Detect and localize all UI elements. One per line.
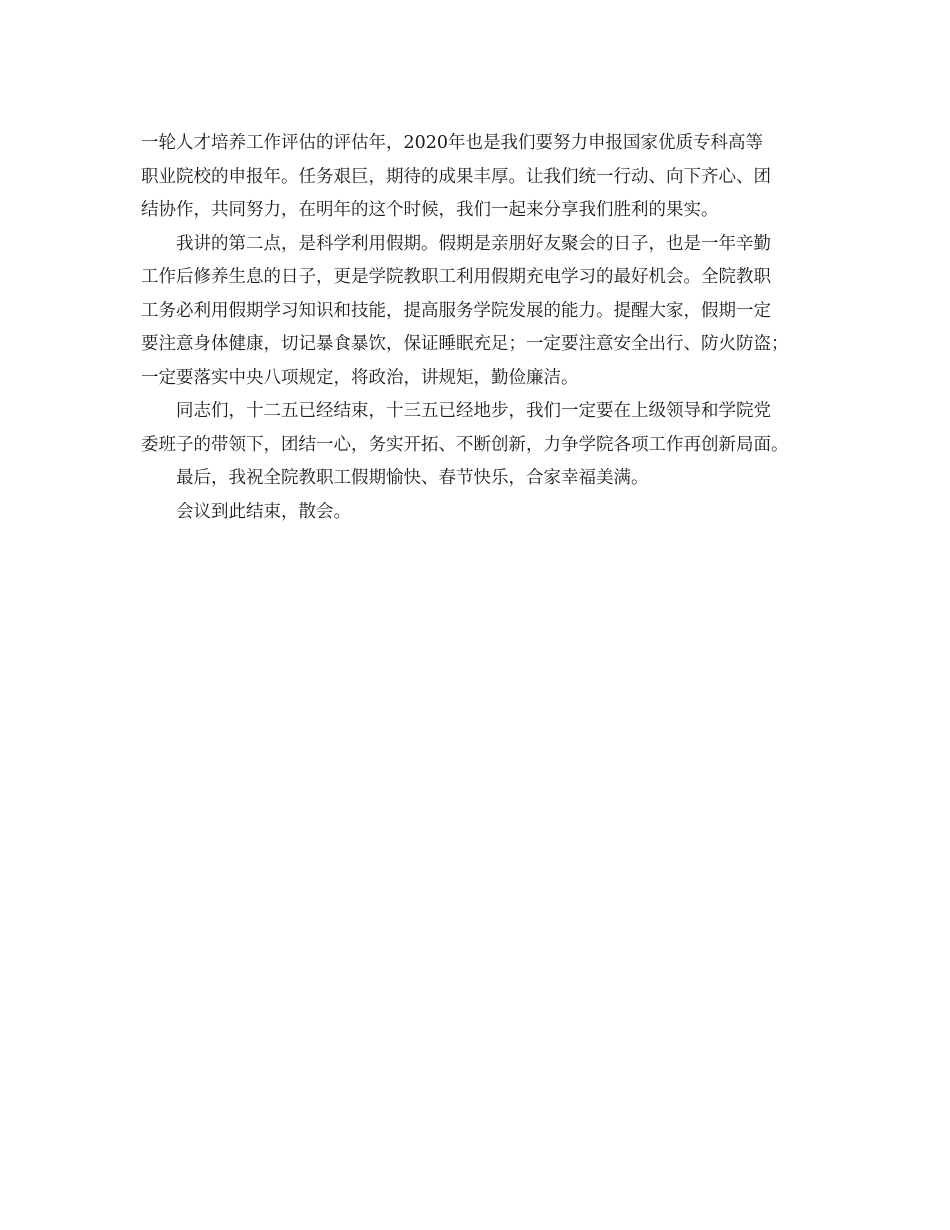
text-line: 工务必利用假期学习知识和技能，提高服务学院发展的能力。提醒大家，假期一定 [141, 300, 771, 321]
text-line: 委班子的带领下，团结一心，务实开拓、不断创新，力争学院各项工作再创新局面。 [141, 434, 789, 455]
paragraph-first-line: 会议到此结束，散会。 [176, 501, 351, 522]
text-line: 职业院校的申报年。任务艰巨，期待的成果丰厚。让我们统一行动、向下齐心、团 [141, 166, 771, 187]
text-line: 结协作，共同努力，在明年的这个时候，我们一起来分享我们胜利的果实。 [141, 200, 719, 220]
paragraph-first-line: 最后，我祝全院教职工假期愉快、春节快乐，合家幸福美满。 [176, 468, 649, 488]
text-line: 要注意身体健康，切记暴食暴饮，保证睡眠充足；一定要注意安全出行、防火防盗； [141, 334, 789, 354]
text-line: 一定要落实中央八项规定，将政治，讲规矩，勤俭廉洁。 [141, 367, 579, 388]
text-line: 一轮人才培养工作评估的评估年，2020年也是我们要努力申报国家优质专科高等 [141, 133, 764, 153]
document-body [141, 127, 841, 529]
text-line: 工作后修养生息的日子，更是学院教职工利用假期充电学习的最好机会。全院教职 [141, 267, 771, 287]
paragraph-first-line: 同志们，十二五已经结束，十三五已经地步，我们一定要在上级领导和学院党 [176, 401, 771, 421]
paragraph-first-line: 我讲的第二点，是科学利用假期。假期是亲朋好友聚会的日子，也是一年辛勤 [176, 233, 771, 254]
